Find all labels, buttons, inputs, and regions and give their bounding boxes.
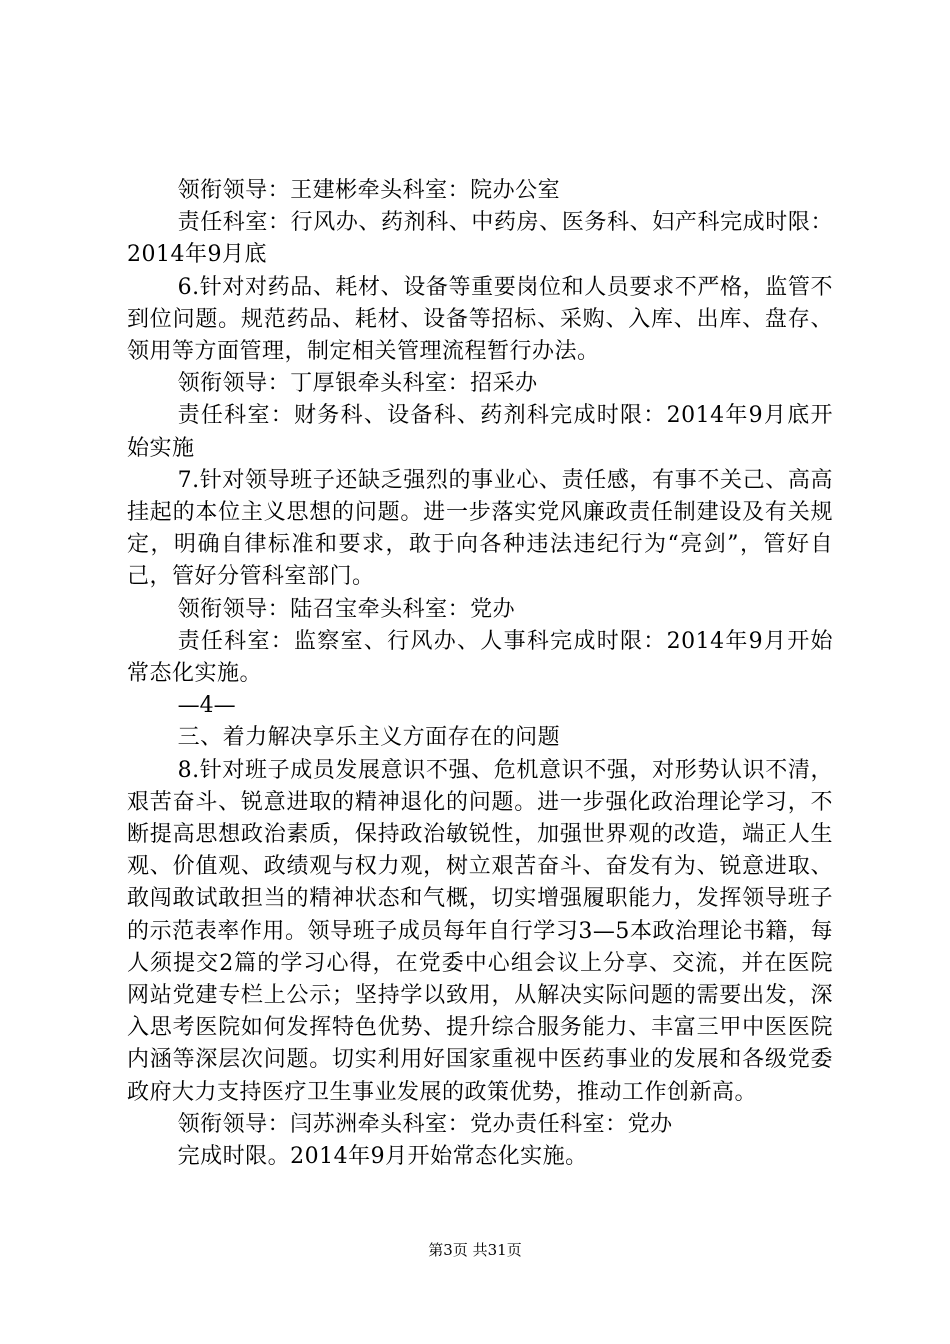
paragraph-leader-1: 领衔领导：王建彬牵头科室：院办公室 — [177, 178, 561, 203]
paragraph-responsible-2: 责任科室：财务科、设备科、药剂科完成时限：2014年9月底开始实施 — [127, 403, 833, 461]
document-body — [127, 175, 833, 1173]
section-heading-3: 三、着力解决享乐主义方面存在的问题 — [177, 725, 561, 751]
page-footer: 第3页 共31页 — [428, 1241, 522, 1259]
paragraph-responsible-3: 责任科室：监察室、行风办、人事科完成时限：2014年9月开始常态化实施。 — [127, 628, 833, 687]
paragraph-leader-4: 领衔领导：闫苏洲牵头科室：党办责任科室：党办 — [177, 1111, 673, 1137]
paragraph-item-8: 8.针对班子成员发展意识不强、危机意识不强，对形势认识不清，艰苦奋斗、锐意进取的精神退化的问题。进一步强化政治理论学习，不断提高思想政治素质，保持政治敏锐性，加强世界观的改造，端正人生观、价值观、政绩观与权力观，树立艰苦奋斗、奋发有为、锐意进取、敢闯敢试敢担当的精神状态和气概，切实增强履职能力，发挥领导班子的示范表率作用。领导班子成员每年自行学习3—5本政治理论书籍，每人须提交2篇的学习心得，在党委中心组会议上分享、交流，并在医院网站党建专栏上公示；坚持学以致用，从解决实际问题的需要出发，深入思考医院如何发挥特色优势、提升综合服务能力、丰富三甲中医医院内涵等深层次问题。切实利用好国家重视中医药事业的发展和各级党委政府大力支持医疗卫生事业发展的政策优势，推动工作创新高。 — [127, 757, 833, 1105]
inline-page-number: —4— — [177, 693, 236, 719]
paragraph-responsible-1: 责任科室：行风办、药剂科、中药房、医务科、妇产科完成时限：2014年9月底 — [127, 210, 833, 268]
paragraph-item-6: 6.针对对药品、耗材、设备等重要岗位和人员要求不严格，监管不到位问题。规范药品、耗材、设备等招标、采购、入库、出库、盘存、领用等方面管理，制定相关管理流程暂行办法。 — [127, 274, 833, 365]
paragraph-deadline-4: 完成时限。2014年9月开始常态化实施。 — [177, 1144, 588, 1170]
paragraph-leader-2: 领衔领导：丁厚银牵头科室：招采办 — [177, 371, 538, 397]
paragraph-item-7: 7.针对领导班子还缺乏强烈的事业心、责任感，有事不关己、高高挂起的本位主义思想的问题。进一步落实党风廉政责任制建设及有关规定，明确自律标准和要求，敢于向各种违法违纪行为“亮剑”，管好自己，管好分管科室部门。 — [127, 467, 833, 590]
paragraph-leader-3: 领衔领导：陆召宝牵头科室：党办 — [177, 596, 516, 622]
